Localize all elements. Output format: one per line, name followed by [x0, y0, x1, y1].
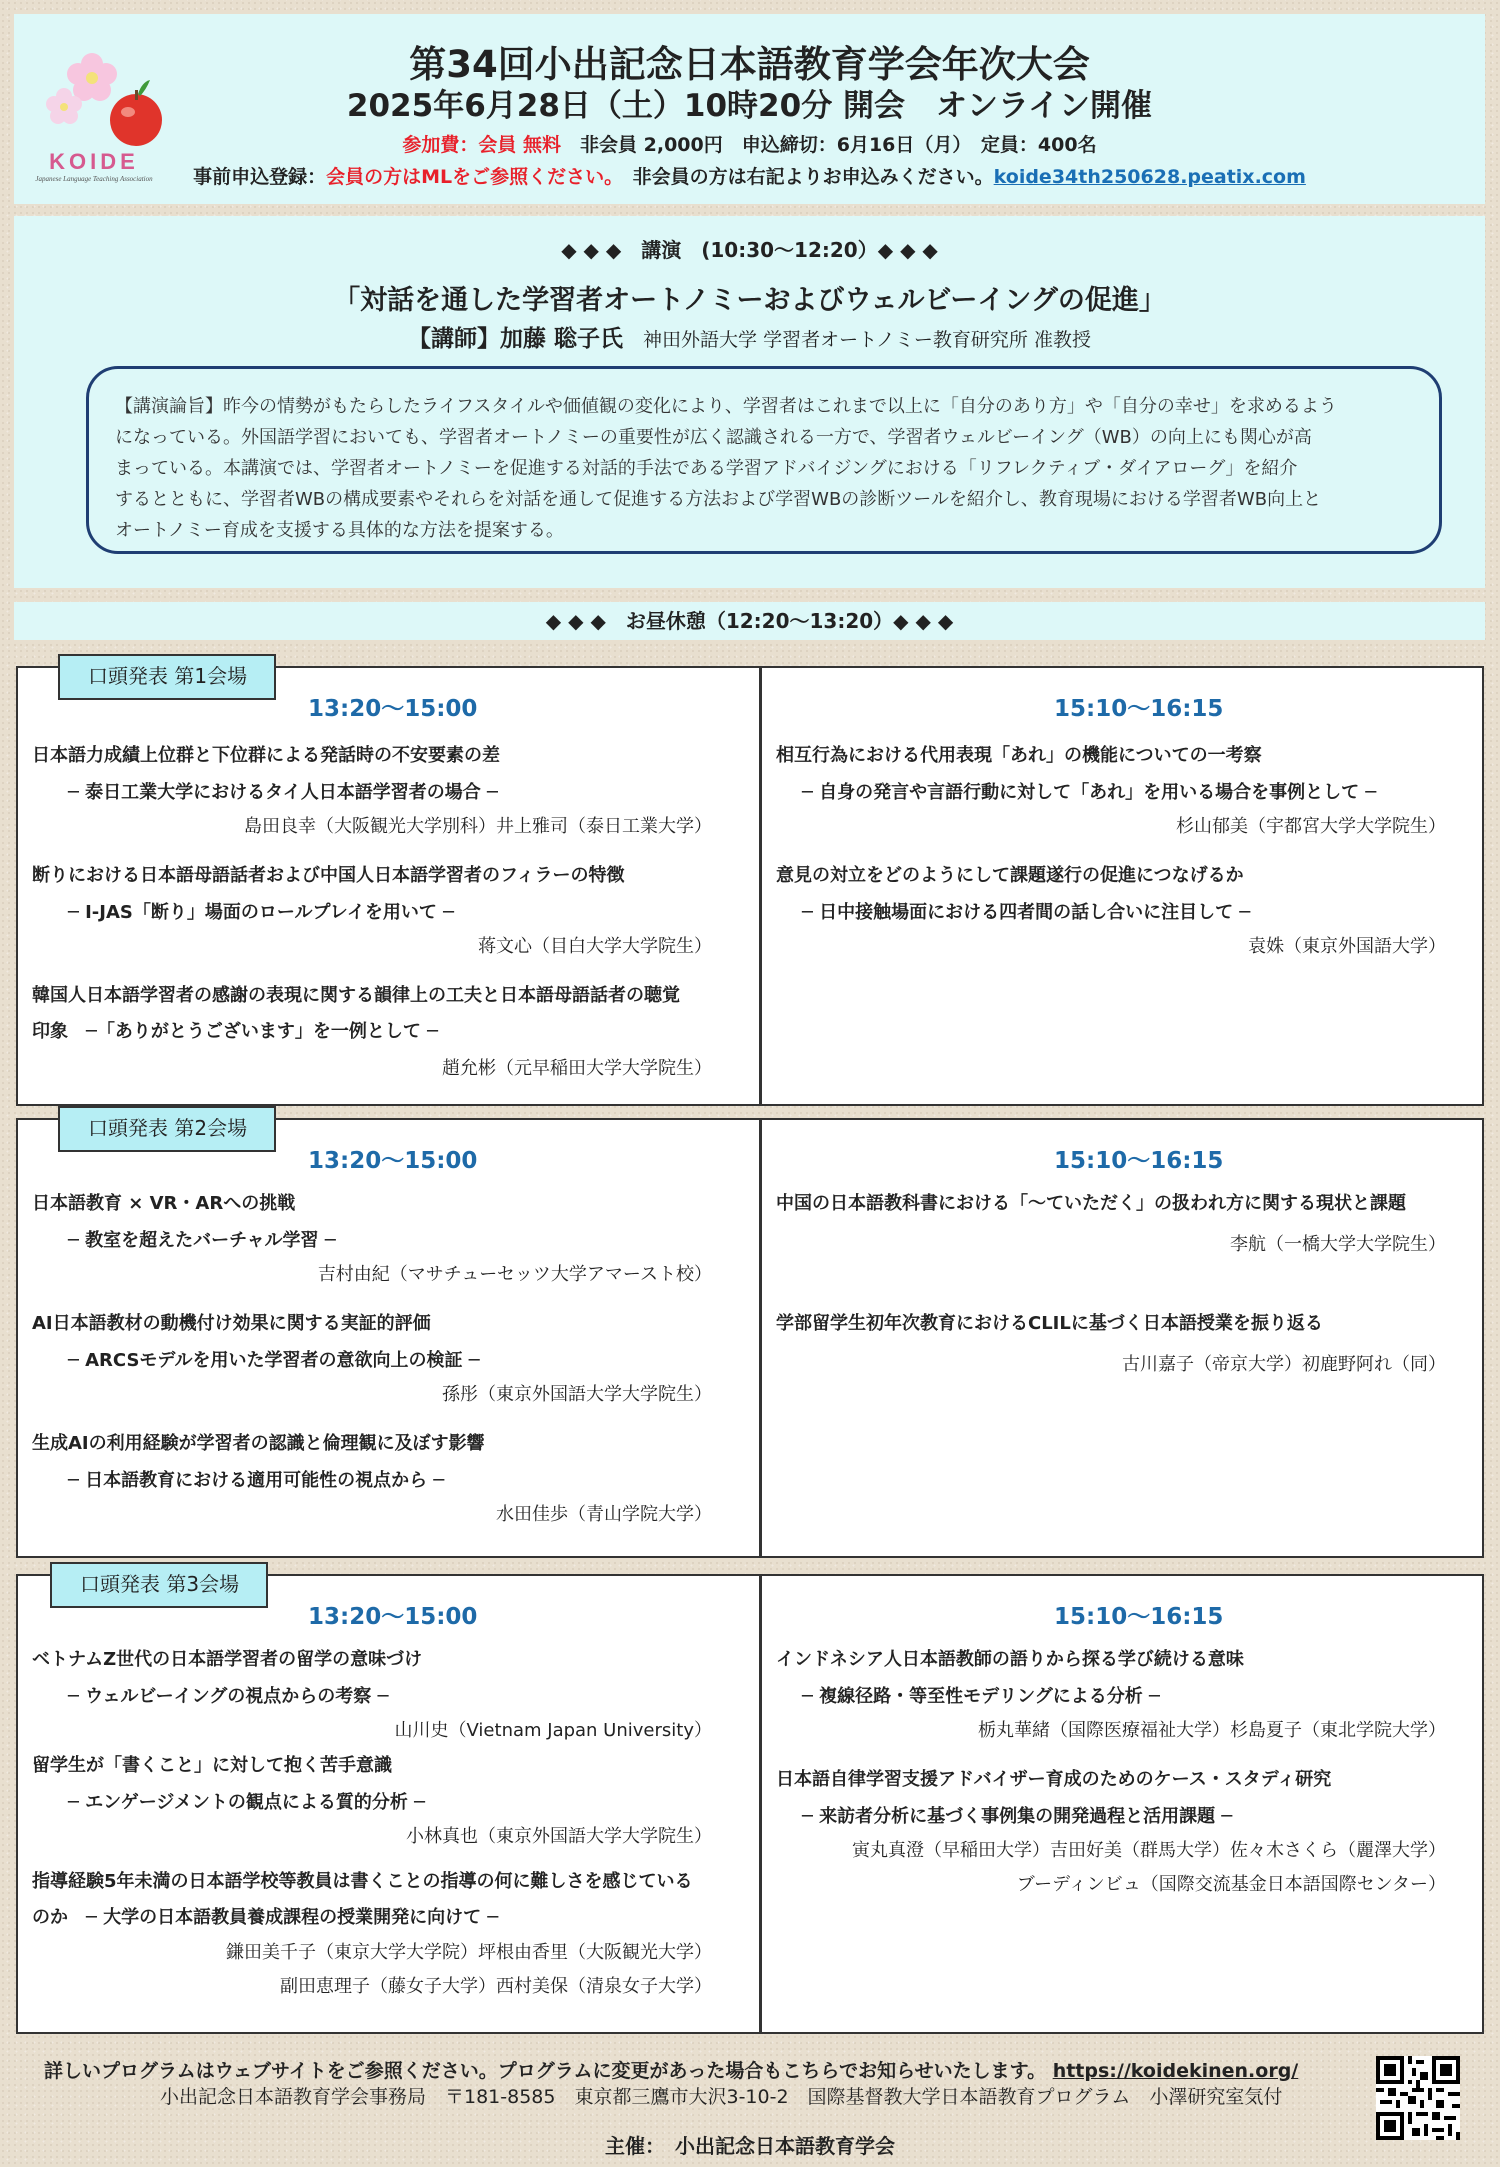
header-panel [14, 14, 1485, 204]
abstract-line: するとともに、学習者WBの構成要素やそれらを対話を通して促進する方法および学習WBの診断ツールを紹介し、教育現場における学習者WB向上と [115, 489, 1322, 510]
talk-title: 相互行為における代用表現「あれ」の機能についての一考察 [776, 745, 1262, 766]
website-link[interactable]: https://koidekinen.org/ [1052, 2060, 1299, 2082]
talk-subtitle: ─ 来訪者分析に基づく事例集の開発過程と活用課題 ─ [802, 1806, 1233, 1827]
talk-title: 日本語力成績上位群と下位群による発話時の不安要素の差 [32, 745, 500, 766]
talk-authors-cont: 副田恵理子（藤女子大学）西村美保（清泉女子大学） [280, 1976, 712, 1997]
talk-title: 日本語自律学習支援アドバイザー育成のためのケース・スタディ研究 [776, 1769, 1332, 1790]
logo-subtext: Japanese Language Teaching Association [35, 175, 153, 183]
footer-note [44, 2056, 1298, 2083]
talk-title: 韓国人日本語学習者の感謝の表現に関する韻律上の工夫と日本語母語話者の聴覚 [32, 985, 680, 1006]
talk-subtitle: ─ 複線径路・等至性モデリングによる分析 ─ [802, 1686, 1160, 1707]
session-column-pm [762, 668, 1486, 1104]
session-time: 13:20～15:00 [308, 1148, 478, 1174]
talk-authors: 鎌田美千子（東京大学大学院）坪根由香里（大阪観光大学） [226, 1942, 712, 1963]
talk-authors: 寅丸真澄（早稲田大学）吉田好美（群馬大学）佐々木さくら（麗澤大学） [852, 1840, 1446, 1861]
talk-authors: 杉山郁美（宇都宮大学大学院生） [1176, 816, 1446, 837]
session-time: 15:10～16:15 [1054, 696, 1224, 722]
session-column-am [18, 1120, 742, 1556]
lunch-break: ◆ ◆ ◆ お昼休憩（12:20～13:20）◆ ◆ ◆ [14, 602, 1485, 640]
lecture-heading: ◆ ◆ ◆ 講演 (10:30～12:20）◆ ◆ ◆ [561, 238, 938, 262]
speaker-name: 【講師】加藤 聡子氏 [408, 326, 624, 352]
logo-text: KOIDE [49, 149, 139, 174]
event-title: 第34回小出記念日本語教育学会年次大会 [409, 43, 1090, 86]
abstract-line: オートノミー育成を支援する具体的な方法を提案する。 [115, 520, 564, 541]
talk-title-cont: のか ─ 大学の日本語教員養成課程の授業開発に向けて ─ [32, 1907, 499, 1928]
talk-title: インドネシア人日本語教師の語りから探る学び続ける意味 [776, 1649, 1244, 1670]
talk-title: 指導経験5年未満の日本語学校等教員は書くことの指導の何に難しさを感じている [32, 1871, 693, 1892]
session-column-am [18, 1576, 742, 2032]
abstract-line: になっている。外国語学習においても、学習者オートノミーの重要性が広く認識される一方で、学習者ウェルビーイング（WB）の向上にも関心が高 [115, 427, 1312, 448]
talk-subtitle: ─ ウェルビーイングの視点からの考察 ─ [68, 1686, 389, 1707]
session-room-3 [16, 1574, 1484, 2034]
talk-title: 学部留学生初年次教育におけるCLILに基づく日本語授業を振り返る [776, 1313, 1323, 1334]
talk-title: 断りにおける日本語母語話者および中国人日本語学習者のフィラーの特徴 [32, 865, 625, 886]
talk-title: AI日本語教材の動機付け効果に関する実証的評価 [32, 1313, 431, 1334]
talk-subtitle: ─ ARCSモデルを用いた学習者の意欲向上の検証 ─ [68, 1350, 480, 1371]
talk-authors: 水田佳歩（青山学院大学） [496, 1504, 712, 1525]
talk-subtitle: ─ 日本語教育における適用可能性の視点から ─ [68, 1470, 445, 1491]
fee-details: 非会員 2,000円 申込締切：6月16日（月） 定員：400名 [561, 134, 1097, 156]
session-time: 13:20～15:00 [308, 1604, 478, 1630]
fee-info [14, 130, 1485, 157]
room-tab: 口頭発表 第3会場 [50, 1562, 268, 1608]
lecture-abstract [86, 366, 1442, 554]
registration-members: 会員の方はMLをご参照ください。 [326, 166, 614, 188]
session-column-pm [762, 1576, 1486, 2032]
session-room-2 [16, 1118, 1484, 1558]
room-tab: 口頭発表 第1会場 [58, 654, 276, 700]
talk-title-cont: 印象 ─「ありがとうございます」を一例として ─ [32, 1021, 438, 1042]
talk-authors: 袁姝（東京外国語大学） [1248, 936, 1446, 957]
talk-authors: 趙允彬（元早稲田大学大学院生） [442, 1058, 712, 1079]
talk-subtitle: ─ 自身の発言や言語行動に対して「あれ」を用いる場合を事例として ─ [802, 782, 1377, 803]
talk-subtitle: ─ 教室を超えたバーチャル学習 ─ [68, 1230, 336, 1251]
organizer: 主催： 小出記念日本語教育学会 [605, 2134, 895, 2158]
session-time: 15:10～16:15 [1054, 1148, 1224, 1174]
talk-authors: 栃丸華緒（国際医療福祉大学）杉島夏子（東北学院大学） [978, 1720, 1446, 1741]
talk-title: 生成AIの利用経験が学習者の認識と倫理観に及ぼす影響 [32, 1433, 485, 1454]
registration-nonmembers: 非会員の方は右記よりお申込みください。 [613, 166, 994, 188]
talk-title: 中国の日本語教科書における「～ていただく」の扱われ方に関する現状と課題 [776, 1193, 1406, 1214]
registration-info [14, 162, 1485, 189]
talk-authors: 吉村由紀（マサチューセッツ大学アマースト校） [317, 1264, 712, 1285]
talk-subtitle: ─ 泰日工業大学におけるタイ人日本語学習者の場合 ─ [68, 782, 498, 803]
talk-title: ベトナムZ世代の日本語学習者の留学の意味づけ [32, 1649, 423, 1670]
lecture-title: 「対話を通した学習者オートノミーおよびウェルビーイングの促進」 [333, 285, 1166, 316]
talk-authors: 山川史（Vietnam Japan University） [394, 1720, 712, 1741]
speaker-affiliation: 神田外語大学 学習者オートノミー教育研究所 准教授 [643, 329, 1091, 351]
registration-label: 事前申込登録： [193, 166, 327, 188]
session-room-1 [16, 666, 1484, 1106]
talk-authors: 古川嘉子（帝京大学）初鹿野阿れ（同） [1122, 1354, 1446, 1375]
fee-label: 参加費：会員 無料 [402, 134, 562, 156]
session-column-pm [762, 1120, 1486, 1556]
lecture-speaker [14, 320, 1485, 353]
talk-authors: 孫彤（東京外国語大学大学院生） [442, 1384, 712, 1405]
talk-title: 留学生が「書くこと」に対して抱く苦手意識 [32, 1755, 392, 1776]
talk-authors: 李航（一橋大学大学院生） [1230, 1234, 1446, 1255]
talk-subtitle: ─ 日中接触場面における四者間の話し合いに注目して ─ [802, 902, 1251, 923]
abstract-line: まっている。本講演では、学習者オートノミーを促進する対話的手法である学習アドバイジングにおける「リフレクティブ・ダイアローグ」を紹介 [115, 458, 1298, 479]
talk-authors: 島田良幸（大阪観光大学別科）井上雅司（泰日工業大学） [244, 816, 712, 837]
talk-subtitle: ─ I-JAS「断り」場面のロールプレイを用いて ─ [68, 902, 454, 923]
event-date: 2025年6月28日（土）10時20分 開会 オンライン開催 [346, 88, 1153, 124]
session-time: 15:10～16:15 [1054, 1604, 1224, 1630]
talk-authors: 蒋文心（目白大学大学院生） [478, 936, 712, 957]
qr-code-icon[interactable] [1376, 2056, 1460, 2140]
session-time: 13:20～15:00 [308, 696, 478, 722]
talk-title: 日本語教育 × VR・ARへの挑戦 [32, 1193, 296, 1214]
talk-subtitle: ─ エンゲージメントの観点による質的分析 ─ [68, 1792, 425, 1813]
session-column-am [18, 668, 742, 1104]
room-tab: 口頭発表 第2会場 [58, 1106, 276, 1152]
talk-authors-cont: ブーディンビュ（国際交流基金日本語国際センター） [1016, 1874, 1446, 1895]
footer-note-text: 詳しいプログラムはウェブサイトをご参照ください。プログラムに変更があった場合もこちらでお知らせいたします。 [44, 2060, 1047, 2082]
office-address: 小出記念日本語教育学会事務局 〒181-8585 東京都三鷹市大沢3-10-2 国際基督教大学日本語教育プログラム 小澤研究室気付 [160, 2086, 1283, 2108]
footer [0, 2040, 1500, 2167]
talk-title: 意見の対立をどのようにして課題遂行の促進につなげるか [776, 865, 1244, 886]
talk-authors: 小林真也（東京外国語大学大学院生） [406, 1826, 712, 1847]
lecture-panel [14, 216, 1485, 588]
abstract-line: 【講演論旨】昨今の情勢がもたらしたライフスタイルや価値観の変化により、学習者はこれまで以上に「自分のあり方」や「自分の幸せ」を求めるよう [115, 396, 1337, 417]
registration-link[interactable]: koide34th250628.peatix.com [993, 166, 1306, 188]
